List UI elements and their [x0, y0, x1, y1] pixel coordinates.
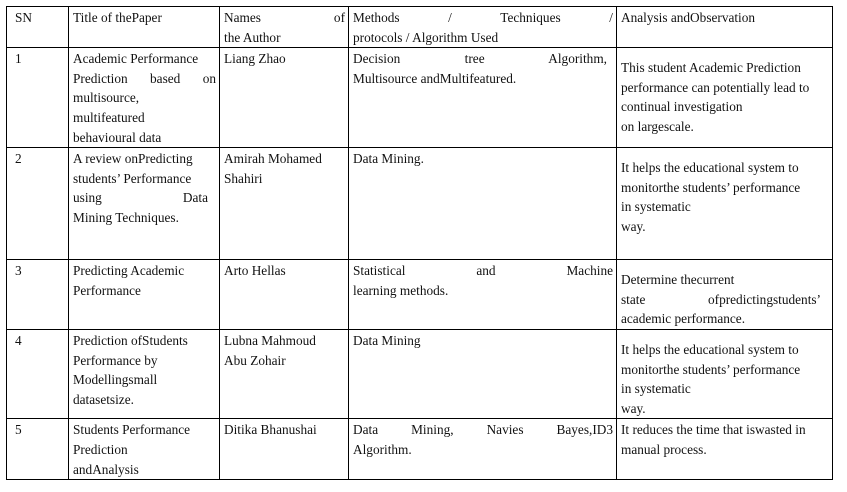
cell-title: Predicting Academic Performance: [69, 260, 220, 330]
cell-title: Academic Performance Prediction based on multisource, multifeatured behavioural data: [69, 48, 220, 148]
cell-sn: 4: [7, 329, 69, 418]
cell-sn: 2: [7, 148, 69, 260]
cell-title: Students Performance Prediction andAnalysis: [69, 419, 220, 480]
table-header-row: [7, 7, 833, 48]
cell-methods: Statistical and Machine learning methods.: [349, 260, 617, 330]
table-row: [7, 148, 833, 260]
cell-analysis: It helps the educational system to monitorthe students’ performance in systematic way.: [617, 329, 833, 418]
cell-analysis: It reduces the time that iswasted in manual process.: [617, 419, 833, 480]
header-title: Title of thePaper: [69, 7, 220, 48]
cell-analysis: This student Academic Prediction performance can potentially lead to continual investigation on largescale.: [617, 48, 833, 148]
cell-author: Lubna Mahmoud Abu Zohair: [220, 329, 349, 418]
cell-sn: 5: [7, 419, 69, 480]
table-row: [7, 48, 833, 148]
cell-sn: 1: [7, 48, 69, 148]
literature-survey-table: [6, 6, 833, 480]
cell-methods: Decision tree Algorithm, Multisource andMultifeatured.: [349, 48, 617, 148]
table-row: [7, 260, 833, 330]
cell-title: Prediction ofStudents Performance by Modellingsmall datasetsize.: [69, 329, 220, 418]
header-author: Names of the Author: [220, 7, 349, 48]
header-analysis: Analysis andObservation: [617, 7, 833, 48]
cell-methods: Data Mining.: [349, 148, 617, 260]
cell-author: Arto Hellas: [220, 260, 349, 330]
cell-author: Amirah Mohamed Shahiri: [220, 148, 349, 260]
cell-analysis: Determine thecurrent state ofpredictingstudents’ academic performance.: [617, 260, 833, 330]
cell-author: Liang Zhao: [220, 48, 349, 148]
header-sn: SN: [7, 7, 69, 48]
cell-sn: 3: [7, 260, 69, 330]
cell-methods: Data Mining, Navies Bayes,ID3 Algorithm.: [349, 419, 617, 480]
cell-author: Ditika Bhanushai: [220, 419, 349, 480]
table-row: [7, 329, 833, 418]
cell-methods: Data Mining: [349, 329, 617, 418]
header-methods: Methods / Techniques / protocols / Algorithm Used: [349, 7, 617, 48]
cell-title: A review onPredicting students’ Performance using Data Mining Techniques.: [69, 148, 220, 260]
cell-analysis: It helps the educational system to monitorthe students’ performance in systematic way.: [617, 148, 833, 260]
table-row: [7, 419, 833, 480]
